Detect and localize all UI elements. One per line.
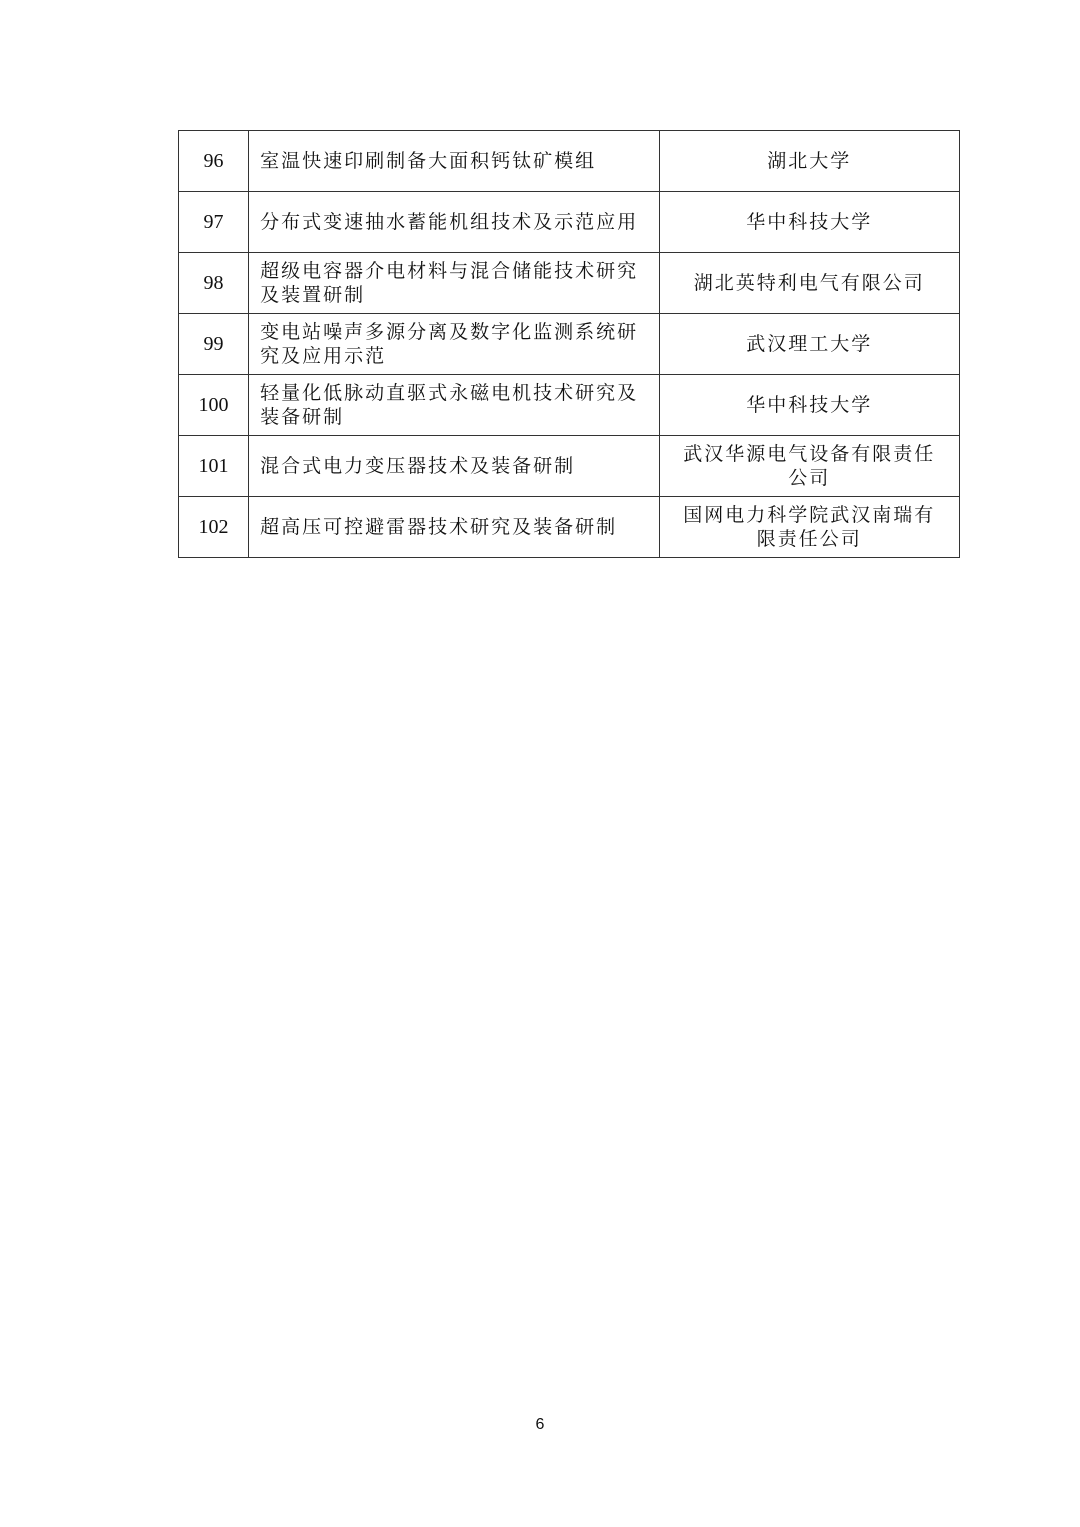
row-number: 96 (179, 131, 249, 192)
organization-name: 湖北大学 (659, 131, 959, 192)
table-row (179, 253, 960, 314)
table-row (179, 131, 960, 192)
project-name: 室温快速印刷制备大面积钙钛矿模组 (249, 131, 660, 192)
project-name: 分布式变速抽水蓄能机组技术及示范应用 (249, 192, 660, 253)
page-number: 6 (535, 1416, 545, 1433)
row-number: 101 (179, 436, 249, 497)
organization-name: 武汉理工大学 (659, 314, 959, 375)
organization-name: 华中科技大学 (659, 192, 959, 253)
row-number: 98 (179, 253, 249, 314)
table-row (179, 192, 960, 253)
row-number: 100 (179, 375, 249, 436)
project-name: 轻量化低脉动直驱式永磁电机技术研究及装备研制 (249, 375, 660, 436)
table-row (179, 497, 960, 558)
organization-name: 湖北英特利电气有限公司 (659, 253, 959, 314)
table-row (179, 436, 960, 497)
row-number: 99 (179, 314, 249, 375)
row-number: 102 (179, 497, 249, 558)
organization-name: 华中科技大学 (659, 375, 959, 436)
project-name: 超高压可控避雷器技术研究及装备研制 (249, 497, 660, 558)
organization-name: 国网电力科学院武汉南瑞有限责任公司 (659, 497, 959, 558)
table-row (179, 375, 960, 436)
row-number: 97 (179, 192, 249, 253)
project-name: 变电站噪声多源分离及数字化监测系统研究及应用示范 (249, 314, 660, 375)
project-table (178, 130, 960, 558)
table-row (179, 314, 960, 375)
project-name: 混合式电力变压器技术及装备研制 (249, 436, 660, 497)
organization-name: 武汉华源电气设备有限责任公司 (659, 436, 959, 497)
project-name: 超级电容器介电材料与混合储能技术研究及装置研制 (249, 253, 660, 314)
